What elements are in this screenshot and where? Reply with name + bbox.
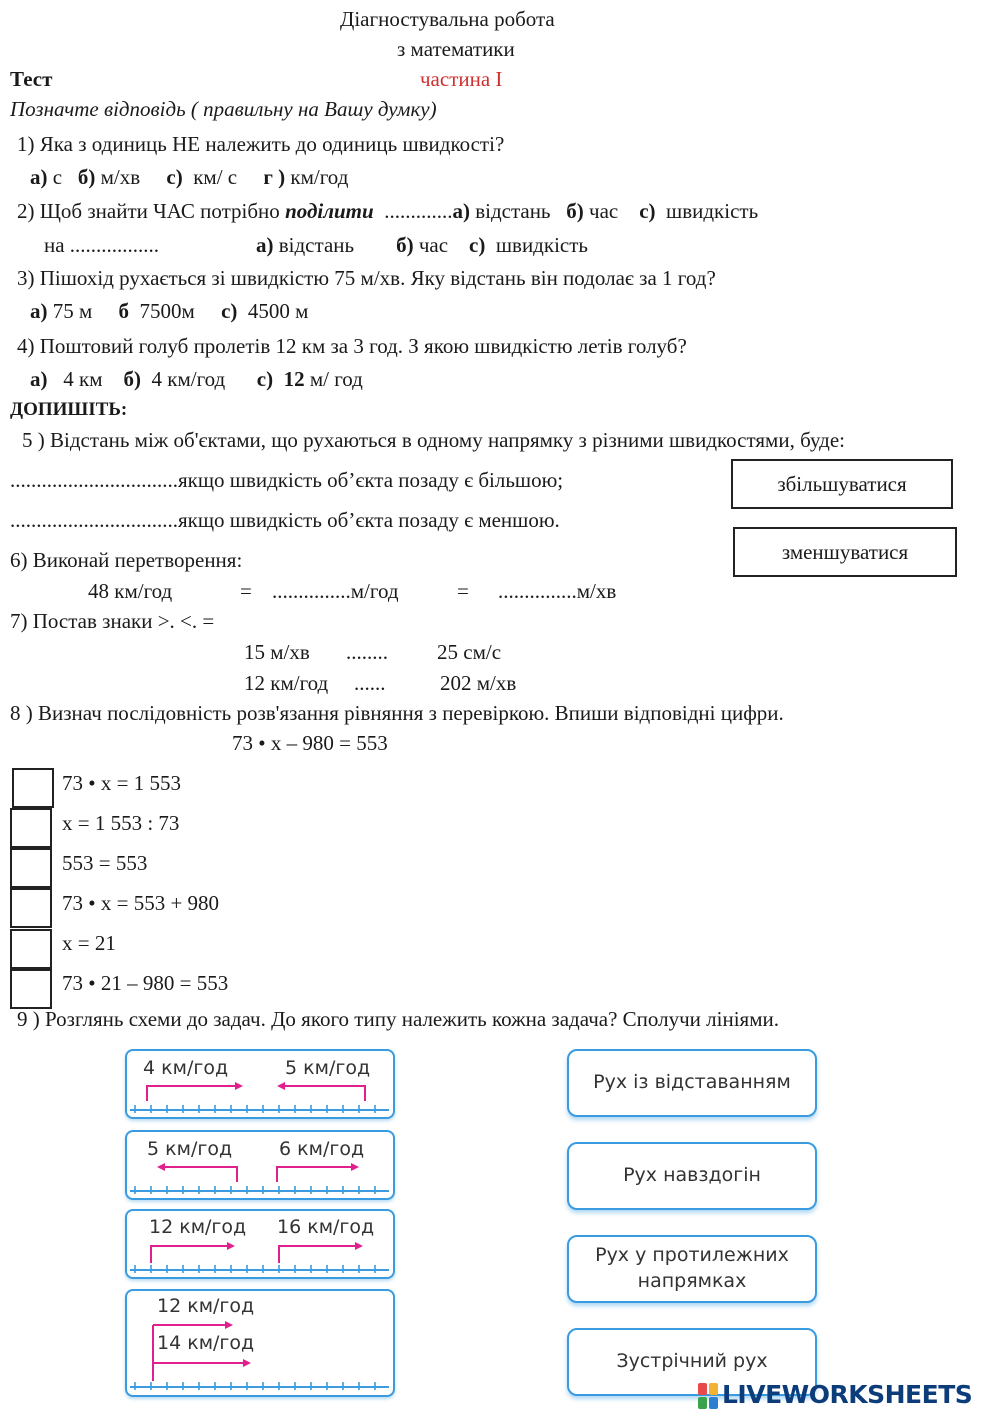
scheme-3-speed-left: 12 км/год: [149, 1216, 247, 1238]
q8-step-5-box[interactable]: [10, 929, 52, 969]
title-line-1: Діагностувальна робота: [340, 7, 555, 31]
scheme-1[interactable]: [125, 1049, 395, 1119]
q8-step-1-box[interactable]: [12, 768, 54, 808]
q1-option-b[interactable]: б) м/хв: [77, 165, 141, 189]
q6-title: 6) Виконай перетворення:: [10, 548, 243, 572]
scheme-2[interactable]: [125, 1130, 395, 1200]
q8-step-4: 73 • х = 553 + 980: [62, 891, 220, 915]
scheme-2-speed-right: 6 км/год: [279, 1138, 365, 1160]
q4-option-a[interactable]: а) 4 км: [30, 367, 103, 391]
liveworksheets-mark-icon: [698, 1383, 718, 1409]
q4-question: 4) Поштовий голуб пролетів 12 км за 3 год. З якою швидкістю летів голуб?: [17, 334, 687, 358]
q5-choice-increase[interactable]: збільшуватися: [731, 459, 953, 509]
q7-title: 7) Постав знаки >. <. =: [10, 609, 215, 633]
liveworksheets-logo[interactable]: LIVEWORKSHEETS: [698, 1380, 994, 1412]
q2-row1-option-c[interactable]: с) швидкість: [639, 199, 759, 223]
q4-option-c[interactable]: с) 12 м/ год: [256, 367, 363, 391]
q5-line-1: ................................якщо швидкість об’єкта позаду є більшою;: [10, 468, 564, 492]
q6-blank-mh[interactable]: ...............м/год: [272, 579, 399, 603]
q4-options: [30, 368, 363, 391]
q1-option-a[interactable]: а) с: [30, 165, 63, 189]
q1-option-c[interactable]: с) км/ с: [166, 165, 238, 189]
q6-equals-2: =: [457, 579, 469, 603]
scheme-4-speed-top: 12 км/год: [157, 1295, 255, 1317]
q6-value: 48 км/год: [88, 579, 173, 603]
q5-line-2: ................................якщо швидкість об’єкта позаду є меншою.: [10, 508, 560, 532]
scheme-3[interactable]: [125, 1209, 395, 1279]
instruction: Позначте відповідь ( правильну на Вашу думку): [10, 97, 437, 121]
q8-step-4-box[interactable]: [10, 888, 52, 928]
section-title: ДОПИШІТЬ:: [10, 399, 128, 420]
q9-title: 9 ) Розглянь схеми до задач. До якого типу належить кожна задача? Сполучи лініями.: [17, 1007, 779, 1031]
q2-row2-option-b[interactable]: б) час: [396, 233, 449, 257]
q1-options: [30, 166, 348, 189]
q8-title: 8 ) Визнач послідовність розв'язання рівняння з перевіркою. Впиши відповідні цифри.: [10, 701, 784, 725]
q3-option-a[interactable]: а) 75 м: [30, 299, 93, 323]
scheme-4-speed-bottom: 14 км/год: [157, 1332, 255, 1354]
q5-choice-decrease[interactable]: зменшуватися: [733, 527, 957, 577]
q6-blank-mmin[interactable]: ...............м/хв: [498, 579, 617, 603]
q2-row2-option-a[interactable]: а) відстань: [256, 233, 355, 257]
q8-step-1: 73 • х = 1 553: [62, 771, 181, 795]
part-label: частина І: [420, 67, 503, 91]
q8-step-3-box[interactable]: [10, 848, 52, 888]
q8-step-3: 553 = 553: [62, 851, 148, 875]
q7-row-2-blank[interactable]: ......: [354, 671, 386, 695]
type-oncoming-motion[interactable]: Зустрічний рух: [567, 1328, 817, 1396]
q7-row-1-left: 15 м/хв: [244, 640, 310, 664]
q8-step-6-box[interactable]: [10, 969, 52, 1009]
title-line-2: з математики: [397, 37, 515, 61]
scheme-3-speed-right: 16 км/год: [277, 1216, 375, 1238]
q4-option-b[interactable]: б) 4 км/год: [123, 367, 226, 391]
q2-line-2-options: [256, 234, 588, 257]
q8-step-2: х = 1 553 : 73: [62, 811, 180, 835]
q3-question: 3) Пішохід рухається зі швидкістю 75 м/хв. Яку відстань він подолає за 1 год?: [17, 266, 716, 290]
q1-option-d[interactable]: г ) км/год: [263, 165, 349, 189]
q2-line-2-prefix: на .................: [44, 233, 160, 257]
q8-equation: 73 • х – 980 = 553: [232, 731, 388, 755]
q7-row-2-right: 202 м/хв: [440, 671, 517, 695]
q8-step-5: х = 21: [62, 931, 116, 955]
scheme-1-speed-left: 4 км/год: [143, 1057, 229, 1079]
q3-option-c[interactable]: с) 4500 м: [221, 299, 309, 323]
q3-options: [30, 300, 308, 323]
q2-row2-option-c[interactable]: с) швидкість: [469, 233, 588, 257]
type-pursuit-motion[interactable]: Рух навздогін: [567, 1142, 817, 1210]
q8-step-2-box[interactable]: [10, 808, 52, 848]
type-opposite-directions[interactable]: Рух у протилежних напрямках: [567, 1235, 817, 1303]
q2-row1-option-b[interactable]: б) час: [566, 199, 619, 223]
q3-option-b[interactable]: б 7500м: [118, 299, 195, 323]
q8-step-6: 73 • 21 – 980 = 553: [62, 971, 229, 995]
scheme-4[interactable]: [125, 1289, 395, 1397]
q2-keyword: поділити: [285, 199, 374, 223]
q2-line-1: 2) Щоб знайти ЧАС потрібно поділити .............а) відстань б) час с) швидкість: [17, 199, 759, 223]
q7-row-1-right: 25 см/с: [437, 640, 502, 664]
scheme-1-speed-right: 5 км/год: [285, 1057, 371, 1079]
type-lagging-motion[interactable]: Рух із відставанням: [567, 1049, 817, 1117]
q5-question: 5 ) Відстань між об'єктами, що рухаються в одному напрямку з різними швидкостями, буде:: [22, 428, 845, 452]
q2-row1-option-a[interactable]: а) відстань: [452, 199, 551, 223]
scheme-2-speed-left: 5 км/год: [147, 1138, 233, 1160]
q7-row-2-left: 12 км/год: [244, 671, 329, 695]
q7-row-1-blank[interactable]: ........: [346, 640, 388, 664]
test-label: Тест: [10, 67, 53, 91]
q6-equals-1: =: [240, 579, 252, 603]
q1-question: 1) Яка з одиниць НЕ належить до одиниць швидкості?: [17, 132, 505, 156]
